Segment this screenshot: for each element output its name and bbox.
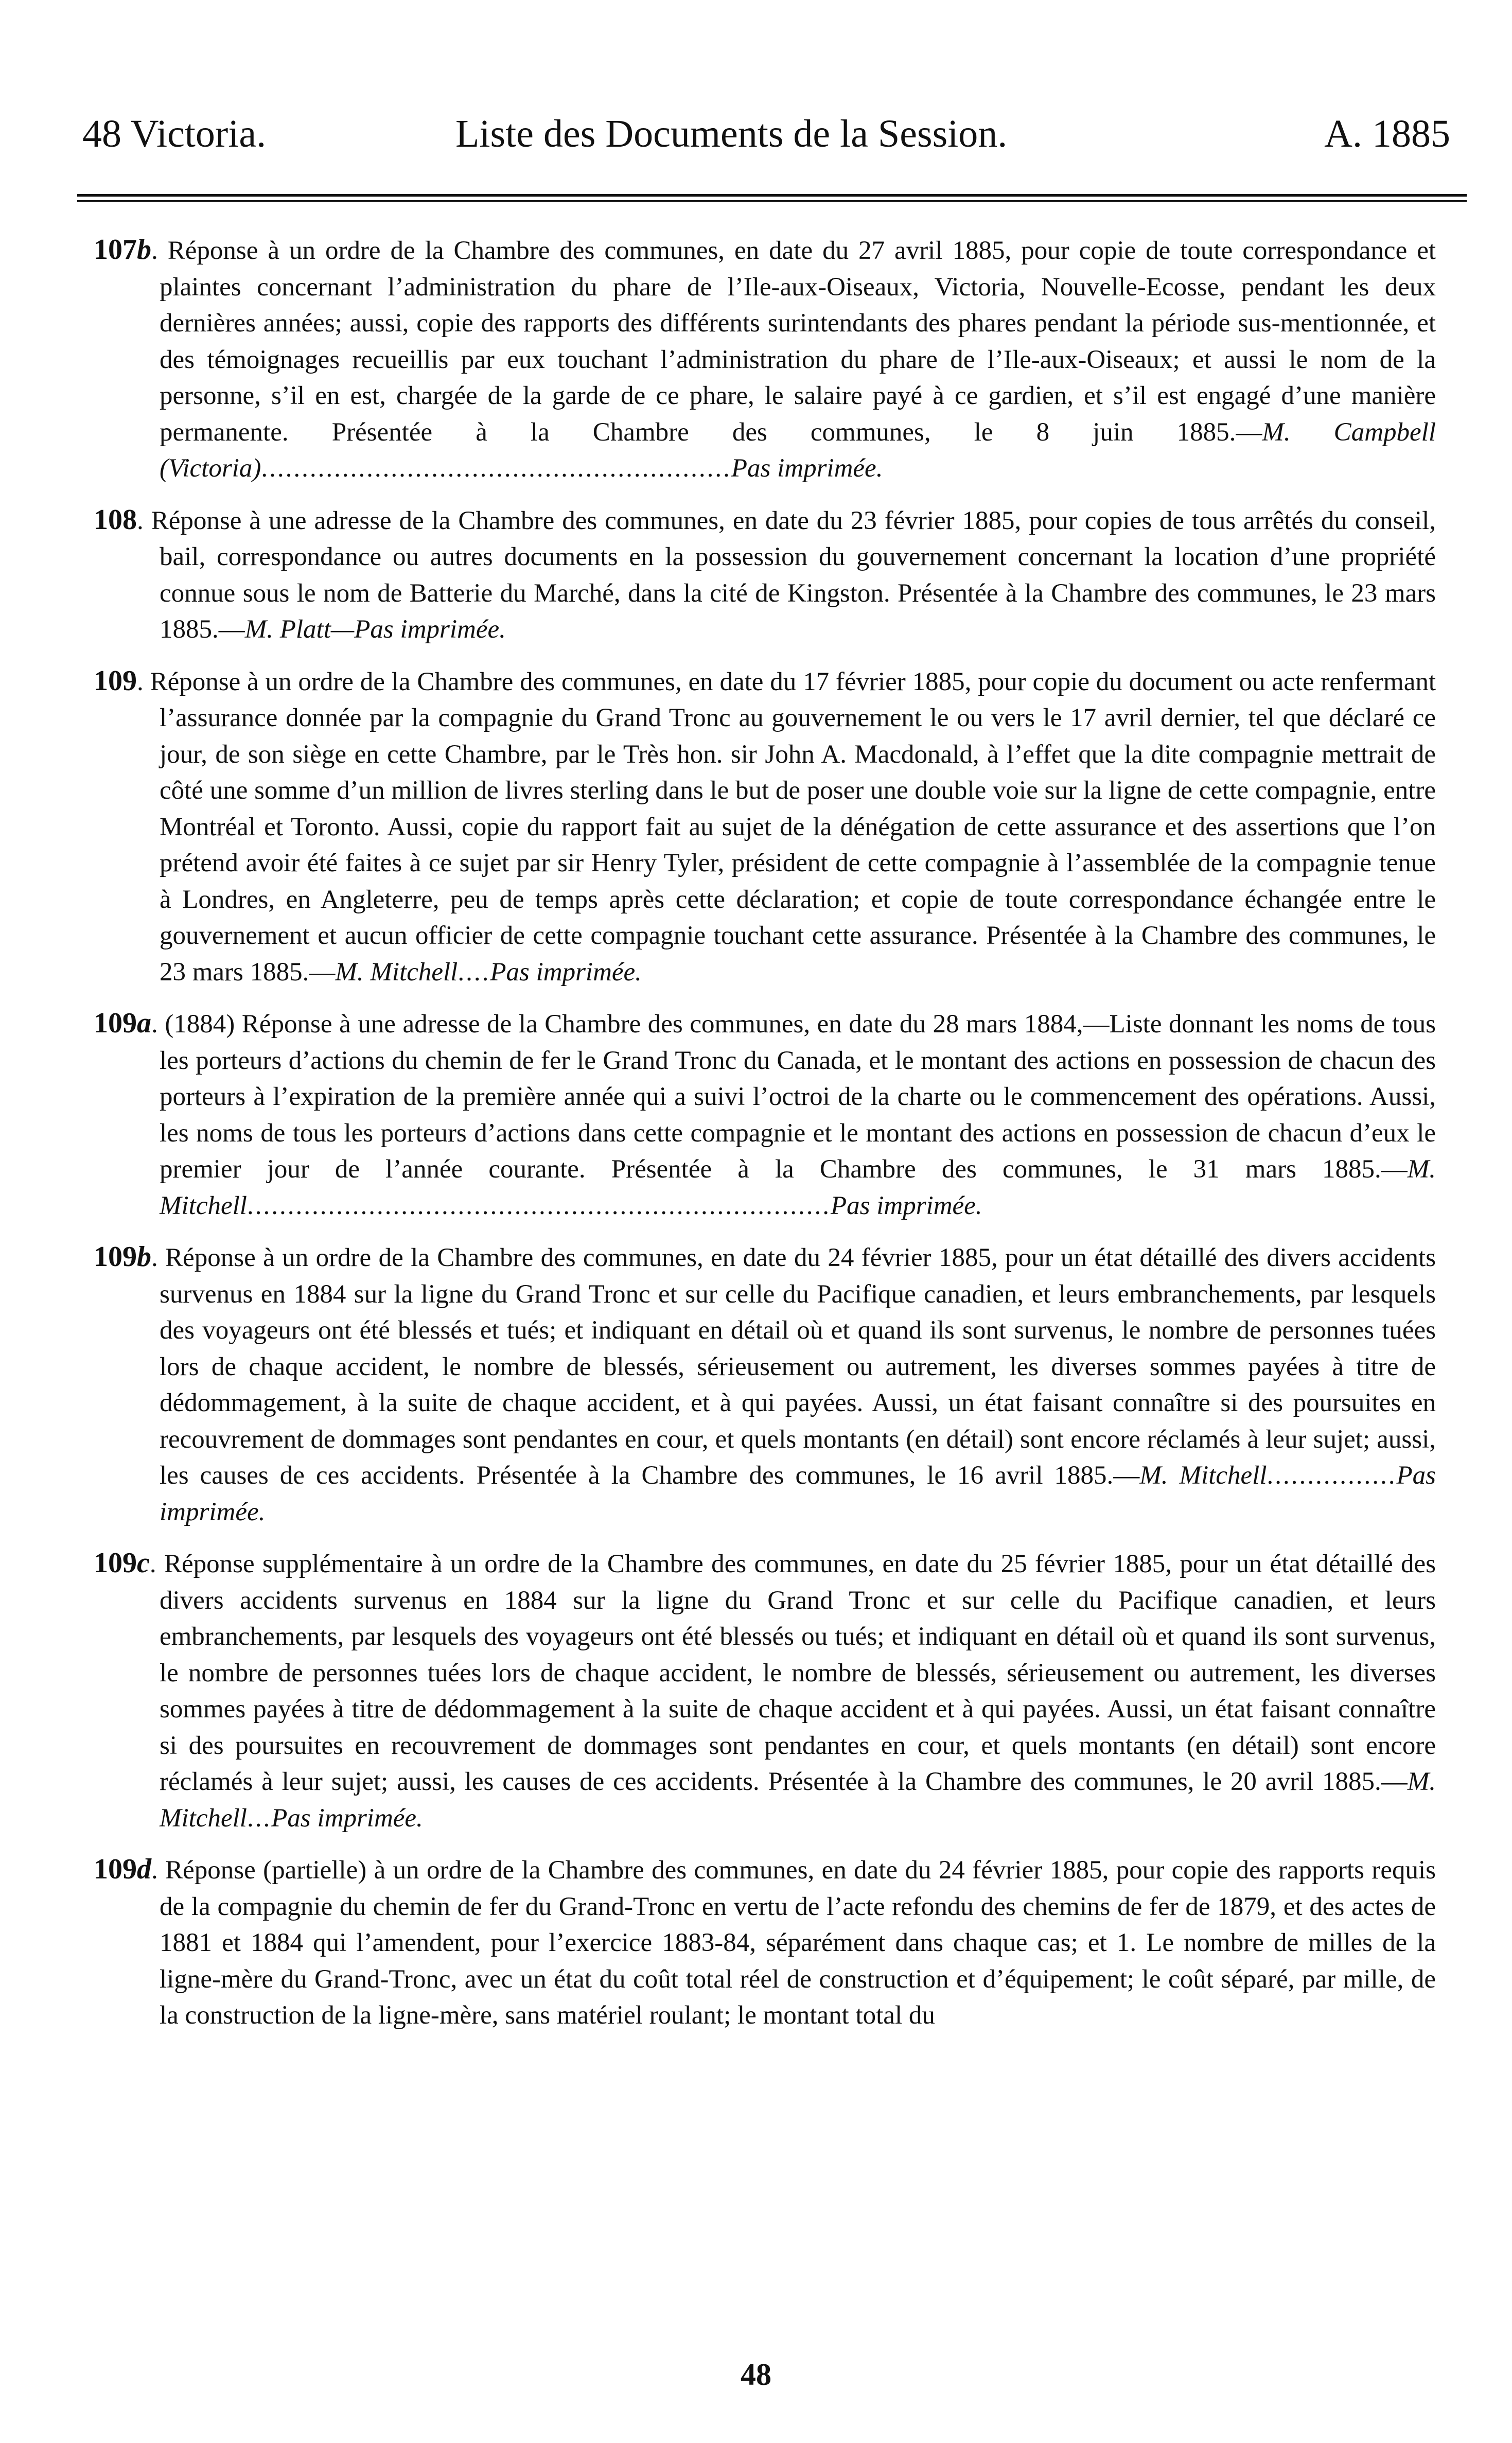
document-number: 108 bbox=[94, 503, 137, 536]
header-title: Liste des Documents de la Session. bbox=[455, 112, 1008, 155]
list-item bbox=[67, 502, 1436, 648]
list-item bbox=[67, 663, 1436, 991]
list-item bbox=[67, 1005, 1436, 1224]
running-header bbox=[77, 111, 1461, 157]
document-description: . Réponse (partielle) à un ordre de la Chambre des communes, en date du 24 février 1885, pour copie des rapports requis de la compagnie du chemin de fer du Grand-Tronc en vertu de l’acte refondu des chemins de fer de 1879, et des actes de 1881 et 1884 qui l’amendent, pour l’exercice 1883-84, séparément dans chaque cas; et 1. Le nombre de milles de la ligne-mère du Grand-Tronc, avec un état du coût total réel de construction et d’équipement; le coût séparé, par mille, de la construction de la ligne-mère, sans matériel roulant; le montant total du bbox=[151, 1856, 1436, 2030]
leader-dots: ........................................................................ bbox=[247, 1191, 831, 1220]
document-number: 109d bbox=[94, 1853, 151, 1885]
member-citation: M. Mitchell bbox=[160, 1767, 1436, 1833]
document-description: . Réponse à un ordre de la Chambre des communes, en date du 27 avril 1885, pour copie de toute correspondance et plaintes concernant l’administration du phare de l’Ile-aux-Oiseaux, Victoria, Nouvelle-Ecosse, pendant les deux dernières années; aussi, copie des rapports des différents surintendants des phares pendant la période sus-mentionnée, et des témoignages recueillis par eux touchant l’administration du phare de l’Ile-aux-Oiseaux; et aussi le nom de la personne, s’il en est, chargée de la garde de ce phare, le salaire payé à ce gardien, et s’il est engagé d’une manière permanente. Présentée à la Chambre des communes, le 8 juin 1885.— bbox=[151, 236, 1436, 447]
document-number: 109b bbox=[94, 1241, 151, 1273]
member-citation: M. Mitchell bbox=[1139, 1461, 1267, 1490]
print-status: Pas imprimée. bbox=[490, 957, 642, 987]
leader-dots: ................ bbox=[1267, 1461, 1397, 1490]
print-status: Pas imprimée. bbox=[160, 1461, 1436, 1526]
page-number: 48 bbox=[741, 2358, 771, 2392]
print-status: Pas imprimée. bbox=[830, 1191, 982, 1220]
header-rule-thin bbox=[77, 200, 1467, 202]
print-status: Pas imprimée. bbox=[271, 1803, 423, 1833]
member-citation: M. Campbell (Victoria) bbox=[160, 417, 1436, 483]
member-citation: M. Platt— bbox=[244, 615, 355, 644]
header-year: A. 1885 bbox=[1324, 112, 1450, 155]
list-item bbox=[67, 232, 1436, 487]
member-citation: M. Mitchell bbox=[160, 1155, 1436, 1220]
document-number: 107b bbox=[94, 234, 151, 266]
header-volume: 48 Victoria. bbox=[82, 112, 267, 155]
list-item bbox=[67, 1851, 1436, 2034]
leader-dots: .......................................................... bbox=[261, 454, 731, 483]
list-item bbox=[67, 1545, 1436, 1836]
document-number: 109a bbox=[94, 1007, 151, 1039]
document-description: . Réponse à un ordre de la Chambre des communes, en date du 24 février 1885, pour un état détaillé des divers accidents survenus en 1884 sur la ligne du Grand Tronc et sur celle du Pacifique canadien, et leurs embranchements, par lesquels des voyageurs ont été blessés et tués; et indiquant en détail où et quand ils sont survenus, le nombre de personnes tuées lors de chaque accident, le nombre de blessés, sérieusement ou autrement, les diverses sommes payées à titre de dédommagement, à la suite de chaque accident, et à qui payées. Aussi, un état faisant connaître si des poursuites en recouvrement de dommages sont pendantes en cour, et quels montants (en détail) sont encore réclamés à leur sujet; aussi, les causes de ces accidents. Présentée à la Chambre des communes, le 16 avril 1885.— bbox=[151, 1243, 1436, 1490]
document-number: 109c bbox=[94, 1547, 150, 1579]
document-description: . Réponse supplémentaire à un ordre de la Chambre des communes, en date du 25 février 1885, pour un état détaillé des divers accidents survenus en 1884 sur la ligne du Grand Tronc et sur celle du Pacifique canadien, et leurs embranchements, par lesquels des voyageurs ont été blessés ou tués; et indiquant en détail où et quand ils sont survenus, le nombre de personnes tuées lors de chaque accident, le nombre de blessés, sérieusement ou autrement, les diverses sommes payées à titre de dédommagement à la suite de chaque accident et à qui payées. Aussi, un état faisant connaître si des poursuites en recouvrement de dommages sont pendantes en cour, et quels montants (en détail) sont encore réclamés à leur sujet; aussi, les causes de ces accidents. Présentée à la Chambre des communes, le 20 avril 1885.— bbox=[149, 1550, 1436, 1796]
print-status: Pas imprimée. bbox=[731, 454, 883, 483]
document-description: . Réponse à un ordre de la Chambre des communes, en date du 17 février 1885, pour copie du document ou acte renfermant l’assurance donnée par la compagnie du Grand Tronc au gouvernement le ou vers le 17 avril dernier, tel que déclaré ce jour, de son siège en cette Chambre, par le Très hon. sir John A. Macdonald, à l’effet que la dite compagnie mettrait de côté une somme d’un million de livres sterling dans le but de poser une double voie sur la ligne de cette compagnie, entre Montréal et Toronto. Aussi, copie du rapport fait au sujet de la dénégation de cette assurance et des assertions que l’on prétend avoir été faites à ce sujet par sir Henry Tyler, président de cette compagnie à l’assemblée de la compagnie tenue à Londres, en Angleterre, peu de temps après cette déclaration; et copie de toute correspondance échangée entre le gouvernement et aucun officier de cette compagnie touchant cette assurance. Présentée à la Chambre des communes, le 23 mars 1885.— bbox=[137, 667, 1436, 987]
document-description: . (1884) Réponse à une adresse de la Chambre des communes, en date du 28 mars 1884,—Liste donnant les noms de tous les porteurs d’actions du chemin de fer le Grand Tronc du Canada, et le montant des actions en possession de chacun des porteurs à l’expiration de la première année qui a suivi l’octroi de la charte ou le commencement des opérations. Aussi, les noms de tous les porteurs d’actions dans cette compagnie et le montant des actions en possession de chacun d’eux le premier jour de l’année courante. Présentée à la Chambre des communes, le 31 mars 1885.— bbox=[151, 1010, 1436, 1184]
print-status: Pas imprimée. bbox=[354, 615, 506, 644]
header-rule-thick bbox=[77, 194, 1467, 197]
document-description: . Réponse à une adresse de la Chambre des communes, en date du 23 février 1885, pour copies de tous arrêtés du conseil, bail, correspondance ou autres documents en la possession du gouvernement concernant la location d’une propriété connue sous le nom de Batterie du Marché, dans la cité de Kingston. Présentée à la Chambre des communes, le 23 mars 1885.— bbox=[137, 506, 1436, 644]
member-citation: M. Mitchell bbox=[335, 957, 458, 987]
document-list bbox=[67, 232, 1436, 2049]
document-number: 109 bbox=[94, 664, 137, 697]
leader-dots: .... bbox=[458, 957, 490, 987]
leader-dots: ... bbox=[247, 1803, 272, 1833]
list-item bbox=[67, 1239, 1436, 1530]
